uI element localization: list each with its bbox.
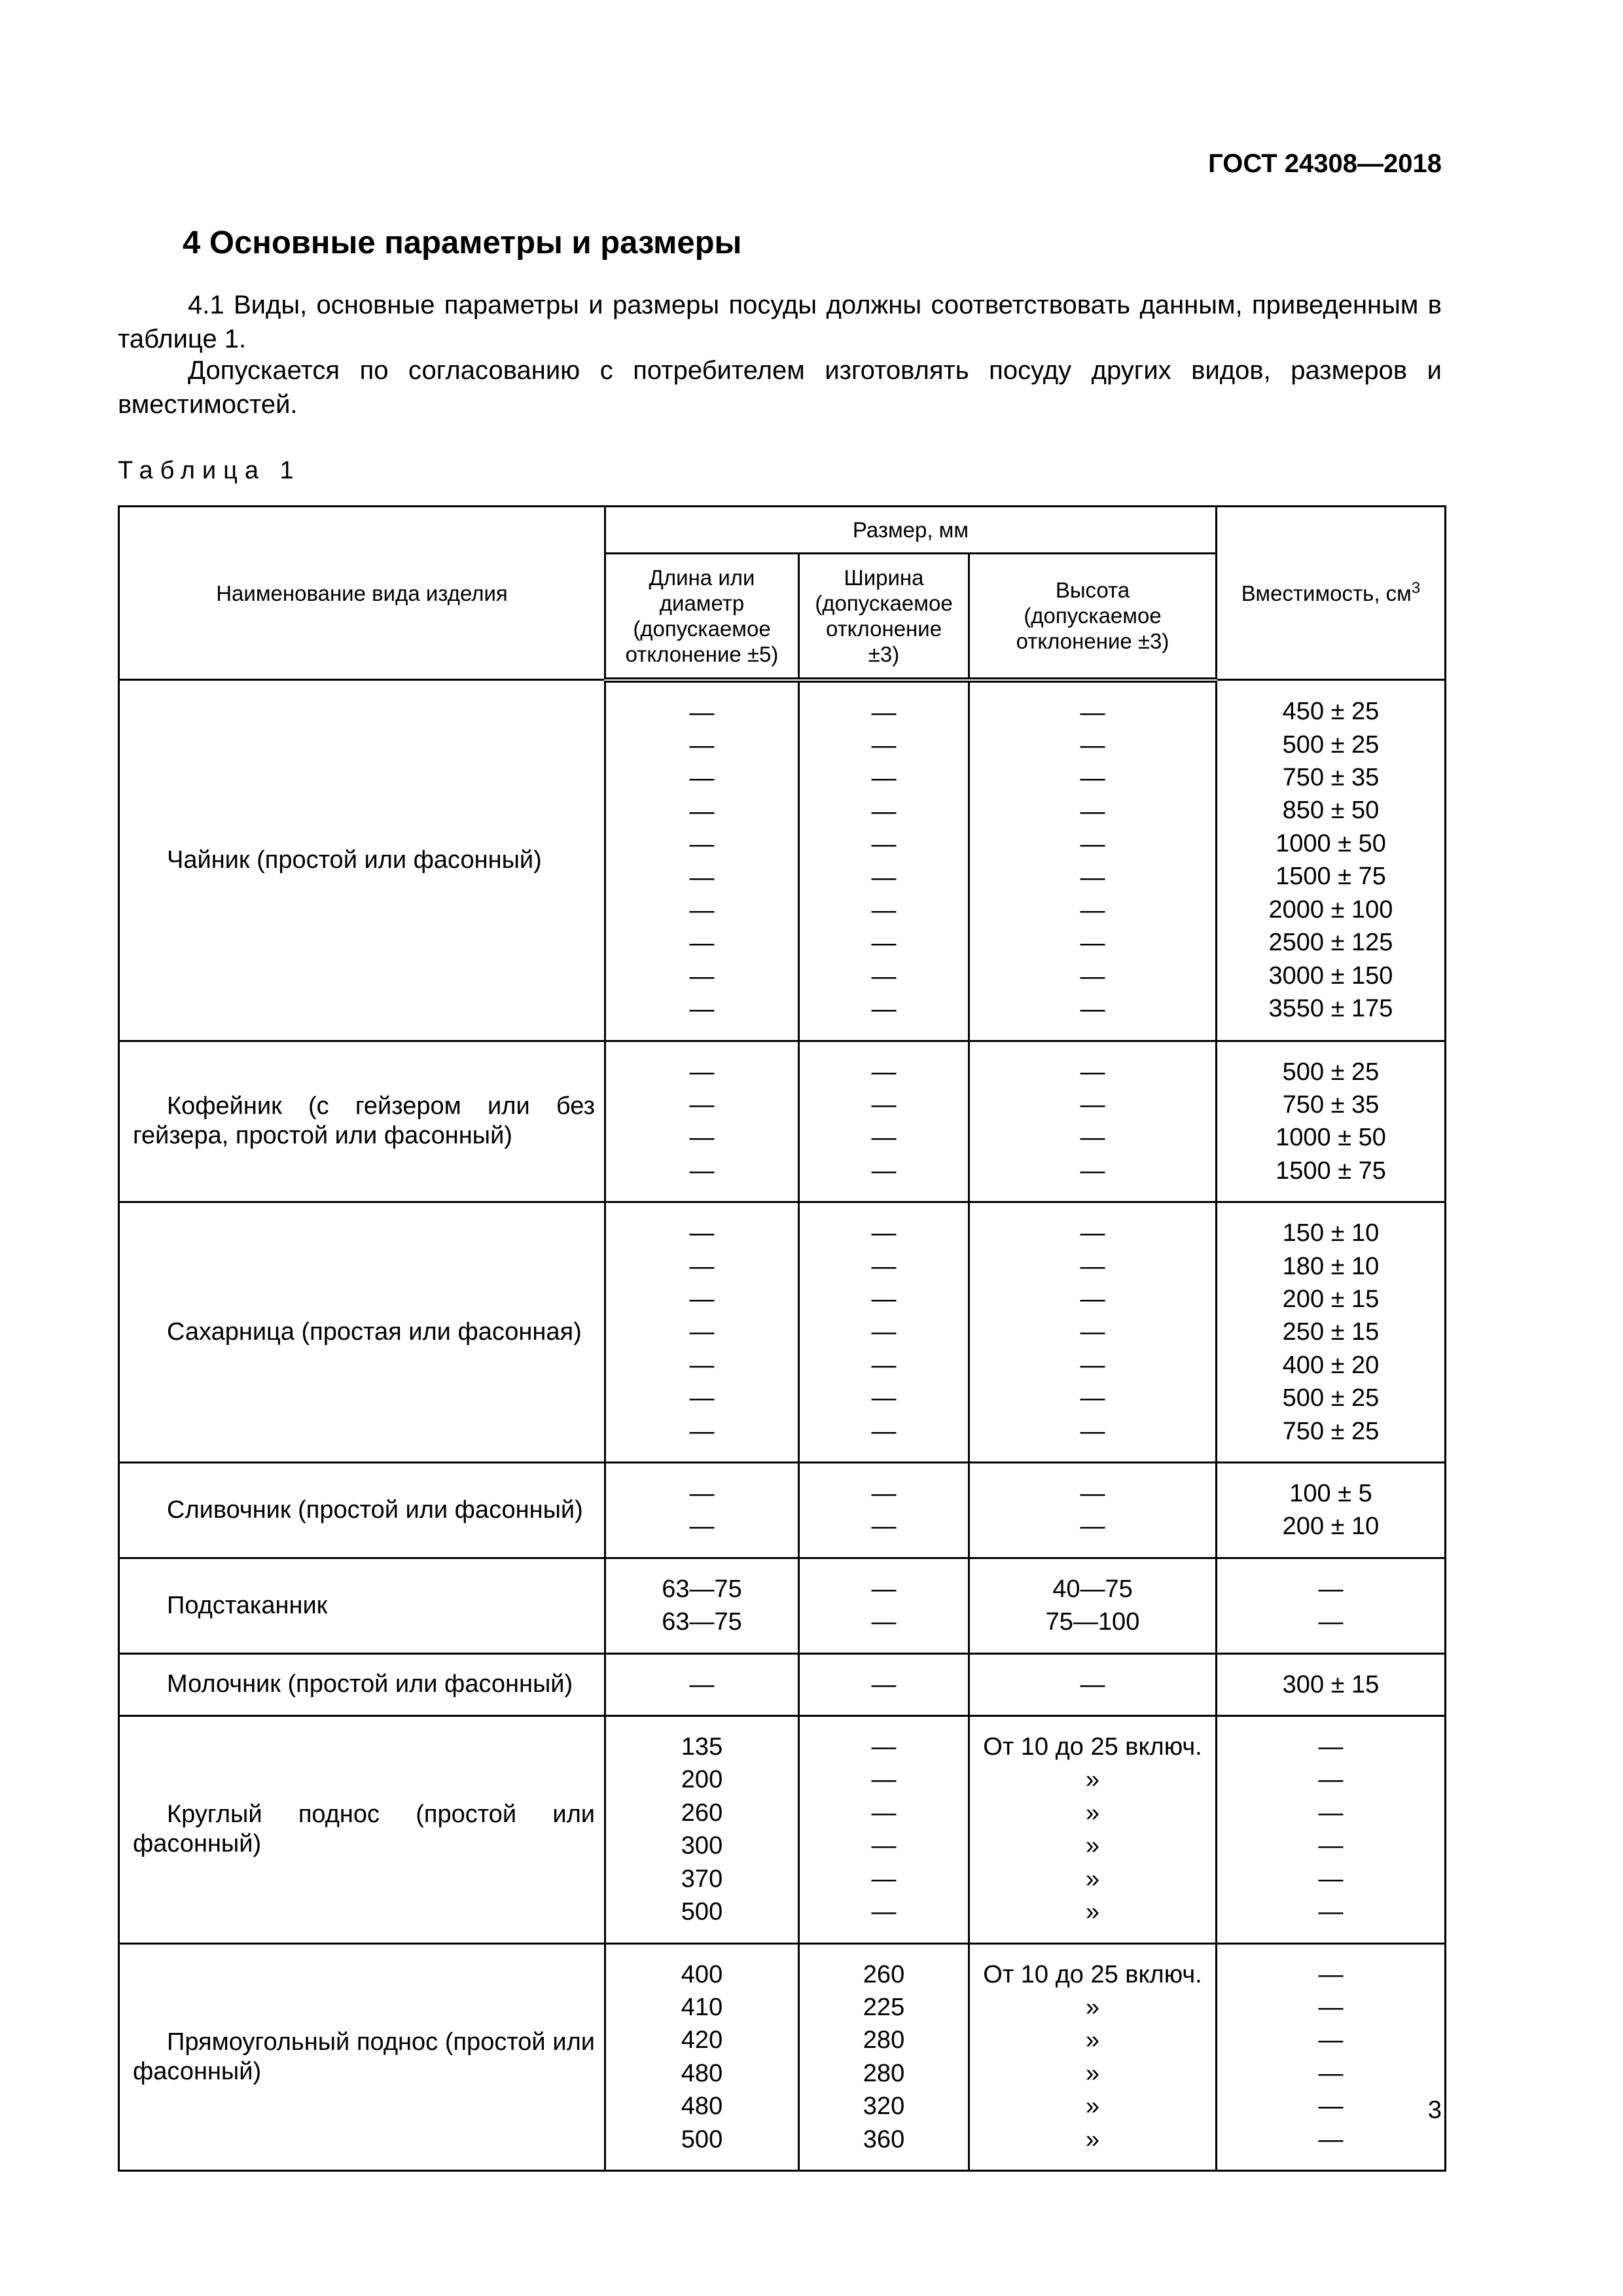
- height-value: —: [1080, 797, 1105, 825]
- length-value: —: [689, 1124, 715, 1152]
- parameters-table: [118, 505, 1446, 2172]
- capacity-value: 1500 ± 75: [1275, 863, 1386, 891]
- product-name-cell: [119, 1653, 605, 1715]
- width-value: —: [871, 1285, 897, 1313]
- height-value: —: [1080, 896, 1105, 924]
- length-value: 400: [681, 1960, 723, 1988]
- length-value: —: [689, 764, 715, 793]
- width-value: —: [871, 1575, 897, 1603]
- capacity-value: 200 ± 10: [1282, 1513, 1380, 1541]
- paragraph-4-1: 4.1 Виды, основные параметры и размеры посуды должны соответствовать данным, приведенным в таблице 1.: [118, 291, 1442, 353]
- capacity-value: —: [1318, 2059, 1344, 2087]
- product-name: Прямоугольный поднос (простой или фасонный): [133, 2028, 595, 2085]
- capacity-value: —: [1318, 2026, 1344, 2054]
- product-name-cell: [119, 1943, 605, 2170]
- capacity-value: 2500 ± 125: [1268, 929, 1393, 957]
- header-length: Длина или диаметр (допускаемое отклонение ±5): [605, 554, 799, 680]
- width-value: —: [871, 797, 897, 825]
- product-name-cell: [119, 1716, 605, 1943]
- width-value: —: [871, 698, 897, 726]
- width-value: —: [871, 896, 897, 924]
- width-value: —: [871, 1351, 897, 1379]
- width-cell: [799, 1558, 969, 1653]
- width-value: —: [871, 1252, 897, 1280]
- width-value: 280: [863, 2059, 905, 2087]
- capacity-cell: [1217, 1653, 1446, 1715]
- capacity-value: —: [1318, 1766, 1344, 1794]
- length-value: —: [689, 1252, 715, 1280]
- length-value: —: [689, 1384, 715, 1412]
- length-cell: [605, 1653, 799, 1715]
- height-value: —: [1080, 698, 1105, 726]
- product-name-cell: [119, 680, 605, 1041]
- width-value: —: [871, 1318, 897, 1346]
- width-value: —: [871, 1513, 897, 1541]
- capacity-value: 750 ± 25: [1282, 1417, 1380, 1445]
- length-cell: [605, 680, 799, 1041]
- height-value: —: [1080, 1384, 1105, 1412]
- length-value: 63—75: [662, 1575, 742, 1603]
- width-value: —: [871, 1219, 897, 1247]
- height-cell: [969, 1558, 1217, 1653]
- capacity-value: 1000 ± 50: [1275, 829, 1386, 857]
- capacity-value: 2000 ± 100: [1268, 895, 1393, 924]
- capacity-value: 3550 ± 175: [1268, 994, 1393, 1022]
- capacity-cell: [1217, 1202, 1446, 1463]
- height-value: —: [1080, 1351, 1105, 1379]
- height-value: »: [1085, 1766, 1100, 1794]
- length-value: —: [689, 1058, 715, 1086]
- length-value: 300: [681, 1832, 723, 1860]
- width-value: —: [871, 1124, 897, 1152]
- width-value: —: [871, 1090, 897, 1119]
- capacity-value: —: [1318, 1733, 1344, 1761]
- height-value: —: [1080, 1058, 1105, 1086]
- height-cell: [969, 1943, 1217, 2170]
- length-value: 500: [681, 2125, 723, 2153]
- length-value: —: [689, 1480, 715, 1508]
- capacity-value: 300 ± 15: [1282, 1670, 1380, 1698]
- length-value: —: [689, 1285, 715, 1313]
- capacity-value: 3000 ± 150: [1268, 961, 1393, 990]
- length-value: —: [689, 996, 715, 1024]
- width-value: —: [871, 929, 897, 958]
- height-value: От 10 до 25 включ.: [983, 1733, 1202, 1761]
- width-value: —: [871, 1417, 897, 1445]
- header-height: Высота (допускаемое отклонение ±3): [969, 554, 1217, 680]
- width-value: —: [871, 1898, 897, 1926]
- height-cell: [969, 1463, 1217, 1558]
- capacity-value: 100 ± 5: [1289, 1480, 1372, 1508]
- capacity-value: 750 ± 35: [1282, 764, 1380, 792]
- product-name-cell: [119, 1041, 605, 1202]
- height-value: —: [1080, 731, 1105, 759]
- height-value: 40—75: [1052, 1575, 1133, 1603]
- capacity-value: —: [1318, 1799, 1344, 1827]
- header-product-name: Наименование вида изделия: [119, 507, 605, 680]
- length-value: 480: [681, 2092, 723, 2121]
- width-value: —: [871, 863, 897, 891]
- height-cell: [969, 1202, 1217, 1463]
- height-value: —: [1080, 863, 1105, 891]
- table-row: [119, 1943, 1446, 2170]
- table-row: [119, 1653, 1446, 1715]
- header-capacity-superscript: 3: [1411, 579, 1421, 597]
- product-name: Сливочник (простой или фасонный): [167, 1496, 583, 1524]
- capacity-value: —: [1318, 1832, 1344, 1860]
- length-value: 420: [681, 2026, 723, 2054]
- height-value: —: [1080, 929, 1105, 958]
- height-value: —: [1080, 1480, 1105, 1508]
- length-value: 200: [681, 1766, 723, 1794]
- width-cell: [799, 1463, 969, 1558]
- height-value: »: [1085, 1993, 1100, 2021]
- length-value: 260: [681, 1799, 723, 1827]
- document-code: ГОСТ 24308—2018: [1208, 149, 1442, 178]
- height-cell: [969, 680, 1217, 1041]
- capacity-value: 1500 ± 75: [1275, 1157, 1386, 1185]
- width-value: —: [871, 831, 897, 859]
- capacity-value: 180 ± 10: [1282, 1252, 1380, 1280]
- height-value: 75—100: [1045, 1608, 1140, 1636]
- table-body: [119, 680, 1446, 2171]
- length-value: 410: [681, 1993, 723, 2021]
- width-value: 280: [863, 2026, 905, 2054]
- width-cell: [799, 1943, 969, 2170]
- length-value: —: [689, 929, 715, 958]
- capacity-value: 750 ± 35: [1282, 1090, 1380, 1119]
- width-cell: [799, 1716, 969, 1943]
- height-value: »: [1085, 2125, 1100, 2153]
- table-row: [119, 680, 1446, 1041]
- width-value: —: [871, 731, 897, 759]
- height-value: От 10 до 25 включ.: [983, 1960, 1202, 1988]
- product-name: Чайник (простой или фасонный): [167, 846, 542, 874]
- width-cell: [799, 680, 969, 1041]
- width-value: —: [871, 1608, 897, 1636]
- length-value: —: [689, 831, 715, 859]
- width-value: —: [871, 996, 897, 1024]
- capacity-value: —: [1318, 2125, 1344, 2153]
- capacity-value: —: [1318, 1575, 1344, 1603]
- height-value: —: [1080, 1090, 1105, 1119]
- length-value: —: [689, 962, 715, 990]
- height-value: —: [1080, 1219, 1105, 1247]
- capacity-value: —: [1318, 1865, 1344, 1893]
- length-value: —: [689, 1351, 715, 1379]
- capacity-value: 500 ± 25: [1282, 730, 1380, 759]
- height-cell: [969, 1653, 1217, 1715]
- section-title: 4 Основные параметры и размеры: [183, 225, 742, 260]
- capacity-value: 200 ± 15: [1282, 1285, 1380, 1313]
- length-cell: [605, 1202, 799, 1463]
- length-value: —: [689, 863, 715, 891]
- height-value: —: [1080, 1670, 1105, 1698]
- capacity-cell: [1217, 1943, 1446, 2170]
- width-value: 225: [863, 1993, 905, 2021]
- height-value: »: [1085, 1832, 1100, 1860]
- length-cell: [605, 1041, 799, 1202]
- capacity-cell: [1217, 1558, 1446, 1653]
- length-value: —: [689, 1670, 715, 1698]
- length-value: —: [689, 1417, 715, 1445]
- height-value: —: [1080, 962, 1105, 990]
- width-cell: [799, 1653, 969, 1715]
- header-capacity-label: Вместимость, см: [1241, 581, 1412, 605]
- width-value: —: [871, 1832, 897, 1860]
- length-value: 500: [681, 1898, 723, 1926]
- length-value: —: [689, 797, 715, 825]
- length-value: 135: [681, 1733, 723, 1761]
- product-name: Молочник (простой или фасонный): [167, 1670, 573, 1698]
- length-value: —: [689, 896, 715, 924]
- width-value: —: [871, 1766, 897, 1794]
- length-value: —: [689, 1157, 715, 1185]
- capacity-value: —: [1318, 1993, 1344, 2021]
- height-cell: [969, 1716, 1217, 1943]
- capacity-cell: [1217, 1463, 1446, 1558]
- width-value: —: [871, 1058, 897, 1086]
- capacity-value: —: [1318, 2092, 1344, 2121]
- height-value: »: [1085, 1799, 1100, 1827]
- length-value: —: [689, 698, 715, 726]
- width-value: —: [871, 1157, 897, 1185]
- page-number: 3: [1427, 2096, 1442, 2124]
- capacity-cell: [1217, 1716, 1446, 1943]
- table-row: [119, 1463, 1446, 1558]
- length-cell: [605, 1716, 799, 1943]
- capacity-cell: [1217, 680, 1446, 1041]
- length-cell: [605, 1463, 799, 1558]
- height-value: »: [1085, 2059, 1100, 2087]
- height-value: —: [1080, 1252, 1105, 1280]
- length-value: 480: [681, 2059, 723, 2087]
- capacity-value: —: [1318, 1898, 1344, 1926]
- height-value: —: [1080, 1318, 1105, 1346]
- capacity-value: 1000 ± 50: [1275, 1124, 1386, 1152]
- header-width: Ширина (допускаемое отклонение ±3): [799, 554, 969, 680]
- table-caption: Таблица 1: [118, 457, 301, 484]
- length-value: —: [689, 1513, 715, 1541]
- height-value: »: [1085, 1898, 1100, 1926]
- width-value: —: [871, 962, 897, 990]
- product-name: Сахарница (простая или фасонная): [167, 1318, 582, 1346]
- width-value: 320: [863, 2092, 905, 2121]
- height-value: —: [1080, 996, 1105, 1024]
- capacity-value: 250 ± 15: [1282, 1318, 1380, 1346]
- height-value: —: [1080, 831, 1105, 859]
- table-row: [119, 1041, 1446, 1202]
- height-value: —: [1080, 1417, 1105, 1445]
- width-value: —: [871, 1670, 897, 1698]
- capacity-value: 850 ± 50: [1282, 797, 1380, 825]
- product-name: Круглый поднос (простой или фасонный): [133, 1801, 595, 1858]
- capacity-cell: [1217, 1041, 1446, 1202]
- width-value: —: [871, 1480, 897, 1508]
- capacity-value: 400 ± 20: [1282, 1351, 1380, 1379]
- height-cell: [969, 1041, 1217, 1202]
- capacity-value: —: [1318, 1960, 1344, 1988]
- product-name-cell: [119, 1463, 605, 1558]
- width-value: —: [871, 764, 897, 793]
- capacity-value: 500 ± 25: [1282, 1384, 1380, 1412]
- length-value: 370: [681, 1865, 723, 1893]
- length-value: —: [689, 1219, 715, 1247]
- length-value: —: [689, 1090, 715, 1119]
- height-value: —: [1080, 1285, 1105, 1313]
- width-value: —: [871, 1865, 897, 1893]
- width-value: —: [871, 1384, 897, 1412]
- table-row: [119, 1558, 1446, 1653]
- width-cell: [799, 1041, 969, 1202]
- product-name: Подстаканник: [167, 1591, 328, 1619]
- header-capacity: [1217, 507, 1446, 680]
- width-value: 260: [863, 1960, 905, 1988]
- height-value: —: [1080, 764, 1105, 793]
- width-value: —: [871, 1799, 897, 1827]
- length-cell: [605, 1558, 799, 1653]
- height-value: —: [1080, 1513, 1105, 1541]
- height-value: —: [1080, 1157, 1105, 1185]
- length-value: 63—75: [662, 1608, 742, 1636]
- width-value: 360: [863, 2125, 905, 2153]
- capacity-value: 500 ± 25: [1282, 1058, 1380, 1086]
- table-row: [119, 1716, 1446, 1943]
- length-value: —: [689, 731, 715, 759]
- product-name-cell: [119, 1202, 605, 1463]
- height-value: »: [1085, 1865, 1100, 1893]
- capacity-value: 150 ± 10: [1282, 1219, 1380, 1247]
- width-value: —: [871, 1733, 897, 1761]
- length-value: —: [689, 1318, 715, 1346]
- height-value: »: [1085, 2026, 1100, 2054]
- product-name-cell: [119, 1558, 605, 1653]
- width-cell: [799, 1202, 969, 1463]
- length-cell: [605, 1943, 799, 2170]
- height-value: »: [1085, 2092, 1100, 2121]
- table-row: [119, 1202, 1446, 1463]
- header-size-group: Размер, мм: [605, 507, 1217, 554]
- product-name: Кофейник (с гейзером или без гейзера, простой или фасонный): [133, 1092, 595, 1150]
- paragraph-allowance: Допускается по согласованию с потребителем изготовлять посуду других видов, размеров и вместимостей.: [118, 356, 1442, 419]
- capacity-value: —: [1318, 1608, 1344, 1636]
- height-value: —: [1080, 1124, 1105, 1152]
- capacity-value: 450 ± 25: [1282, 698, 1380, 726]
